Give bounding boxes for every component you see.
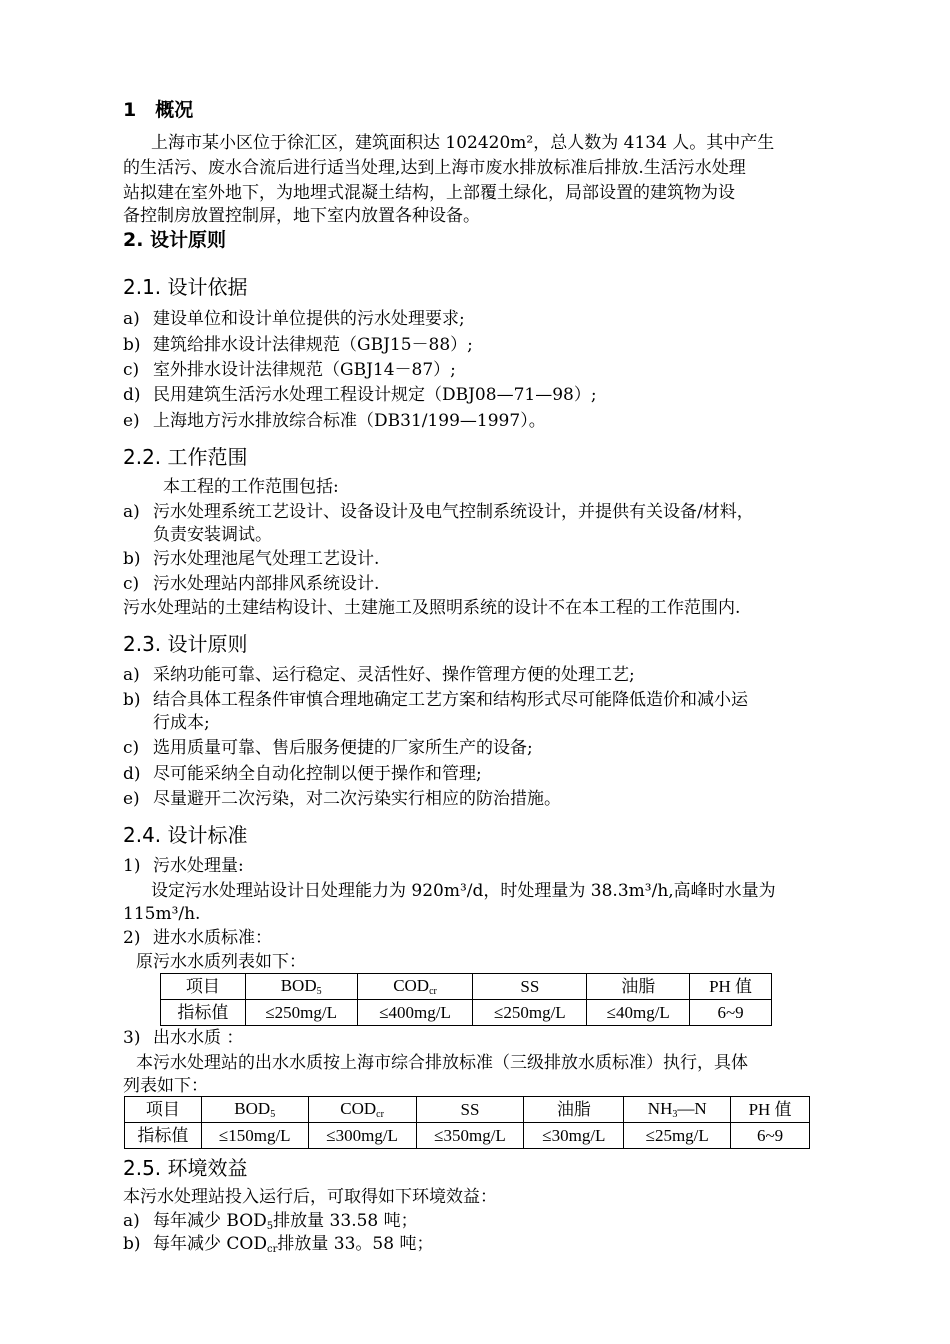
table-header-cell: 项目 — [125, 1097, 202, 1123]
list-item — [123, 413, 546, 430]
paragraph-line: 设定污水处理站设计日处理能力为 920m³/d，时处理量为 38.3m³/h,高峰时水量为 — [151, 881, 776, 901]
influent-quality-table — [160, 973, 772, 1026]
effluent-quality-table — [124, 1096, 810, 1149]
list-marker: 3) — [123, 1028, 141, 1048]
paragraph-line: 本污水处理站的出水水质按上海市综合排放标准（三级排放水质标准）执行，具体 — [136, 1053, 748, 1073]
list-text: 上海地方污水排放综合标准（DB31/199—1997）。 — [153, 411, 546, 431]
list-item — [123, 504, 754, 521]
list-text: 建筑给排水设计法律规范（GBJ15－88）; — [153, 335, 473, 355]
paragraph-line: 115m³/h. — [123, 904, 201, 924]
list-item — [123, 387, 597, 404]
table-header-cell: $BOD_5$ — [201, 1097, 308, 1123]
paragraph-line: 站拟建在室外地下，为地埋式混凝土结构，上部覆土绿化，局部设置的建筑物为设 — [123, 183, 735, 203]
paragraph-line: 列表如下： — [123, 1076, 208, 1096]
list-item — [123, 362, 456, 379]
table-cell: 6~9 — [731, 1123, 810, 1149]
list-marker: a) — [123, 502, 140, 522]
list-marker: a) — [123, 1211, 140, 1231]
list-text: 尽量避开二次污染，对二次污染实行相应的防治措施。 — [153, 789, 561, 809]
table-header-cell: $NH_3—N$ — [624, 1097, 731, 1123]
section-title: 2. 设计原则 — [123, 229, 227, 251]
subsection-title: 2.1. 设计依据 — [123, 275, 248, 299]
list-item — [123, 576, 379, 593]
table-header-cell: 项目 — [161, 974, 246, 1000]
table-header-row — [161, 974, 772, 1000]
list-text: 民用建筑生活污水处理工程设计规定（DBJ08—71—98）; — [153, 385, 597, 405]
list-marker: c) — [123, 738, 140, 758]
list-marker: e) — [123, 411, 140, 431]
paragraph-line: 污水处理站的土建结构设计、土建施工及照明系统的设计不在本工程的工作范围内. — [123, 598, 741, 618]
list-marker: a) — [123, 665, 140, 685]
list-item — [123, 311, 465, 328]
table-cell: ≤400mg/L — [357, 1000, 473, 1026]
table-cell: ≤300mg/L — [308, 1123, 416, 1149]
list-text: 污水处理站内部排风系统设计. — [153, 574, 380, 594]
list-item — [123, 692, 748, 709]
table-header-cell: SS — [473, 974, 587, 1000]
list-text: 室外排水设计法律规范（GBJ14－87）; — [153, 360, 456, 380]
list-marker: d) — [123, 764, 141, 784]
list-text-continued: 行成本; — [153, 713, 210, 733]
list-text: 污水处理池尾气处理工艺设计. — [153, 549, 380, 569]
list-item — [123, 1030, 243, 1047]
list-text: 污水处理量: — [153, 856, 244, 876]
table-cell: ≤30mg/L — [524, 1123, 624, 1149]
list-item — [123, 766, 482, 783]
list-item — [123, 667, 635, 684]
table-caption: 原污水水质列表如下： — [136, 952, 306, 972]
table-row — [161, 1000, 772, 1026]
subsection-title: 2.2. 工作范围 — [123, 445, 248, 469]
table-header-cell: $BOD_5$ — [245, 974, 357, 1000]
list-item: a) 每年减少 $BOD_5$排放量 33.58 吨； — [123, 1211, 418, 1232]
list-item — [123, 858, 244, 875]
table-header-cell: PH 值 — [731, 1097, 810, 1123]
table-cell: ≤250mg/L — [473, 1000, 587, 1026]
list-item — [123, 930, 272, 947]
paragraph-line: 上海市某小区位于徐汇区，建筑面积达 102420m²，总人数为 4134 人。其中产生 — [151, 133, 775, 153]
table-cell: ≤150mg/L — [201, 1123, 308, 1149]
list-text: 采纳功能可靠、运行稳定、灵活性好、操作管理方便的处理工艺; — [153, 665, 635, 685]
list-marker: c) — [123, 360, 140, 380]
subsection-title: 2.4. 设计标准 — [123, 823, 248, 847]
list-item — [123, 740, 533, 757]
table-header-cell: PH 值 — [690, 974, 772, 1000]
paragraph-line: 本工程的工作范围包括: — [163, 477, 339, 497]
list-marker: a) — [123, 309, 140, 329]
list-text: 尽可能采纳全自动化控制以便于操作和管理; — [153, 764, 482, 784]
list-marker: 1) — [123, 856, 141, 876]
list-marker: e) — [123, 789, 140, 809]
list-marker: d) — [123, 385, 141, 405]
list-text-continued: 负责安装调试。 — [153, 525, 272, 545]
list-item — [123, 337, 473, 354]
list-item — [123, 551, 379, 568]
table-cell: 指标值 — [161, 1000, 246, 1026]
list-text: 进水水质标准： — [153, 928, 272, 948]
table-header-cell: 油脂 — [524, 1097, 624, 1123]
list-marker: b) — [123, 1234, 141, 1254]
paragraph-line: 备控制房放置控制屏，地下室内放置各种设备。 — [123, 206, 480, 226]
list-item — [123, 791, 561, 808]
table-header-cell: $COD_{cr}$ — [308, 1097, 416, 1123]
section-title: 1 概况 — [123, 99, 194, 121]
paragraph-line: 的生活污、废水合流后进行适当处理,达到上海市废水排放标准后排放.生活污水处理 — [123, 158, 746, 178]
list-text: 选用质量可靠、售后服务便捷的厂家所生产的设备; — [153, 738, 533, 758]
list-text: 出水水质 ： — [153, 1028, 244, 1048]
list-text: 建设单位和设计单位提供的污水处理要求; — [153, 309, 465, 329]
list-marker: b) — [123, 690, 141, 710]
list-marker: 2) — [123, 928, 141, 948]
paragraph-line: 本污水处理站投入运行后，可取得如下环境效益： — [123, 1187, 497, 1207]
table-cell: ≤40mg/L — [587, 1000, 690, 1026]
subsection-title: 2.3. 设计原则 — [123, 632, 248, 656]
table-header-row — [125, 1097, 810, 1123]
table-cell: ≤350mg/L — [416, 1123, 524, 1149]
table-header-cell: 油脂 — [587, 974, 690, 1000]
table-header-cell: $COD_{cr}$ — [357, 974, 473, 1000]
table-row — [125, 1123, 810, 1149]
list-text: 结合具体工程条件审慎合理地确定工艺方案和结构形式尽可能降低造价和减小运 — [153, 690, 748, 710]
list-marker: b) — [123, 335, 141, 355]
table-cell: ≤25mg/L — [624, 1123, 731, 1149]
table-cell: ≤250mg/L — [245, 1000, 357, 1026]
subsection-title: 2.5. 环境效益 — [123, 1156, 248, 1180]
list-text: 污水处理系统工艺设计、设备设计及电气控制系统设计，并提供有关设备/材料， — [153, 502, 754, 522]
table-cell: 6~9 — [690, 1000, 772, 1026]
list-item: b) 每年减少 $COD_{cr}$排放量 33。58 吨； — [123, 1234, 434, 1255]
table-header-cell: SS — [416, 1097, 524, 1123]
list-marker: b) — [123, 549, 141, 569]
list-marker: c) — [123, 574, 140, 594]
table-cell: 指标值 — [125, 1123, 202, 1149]
